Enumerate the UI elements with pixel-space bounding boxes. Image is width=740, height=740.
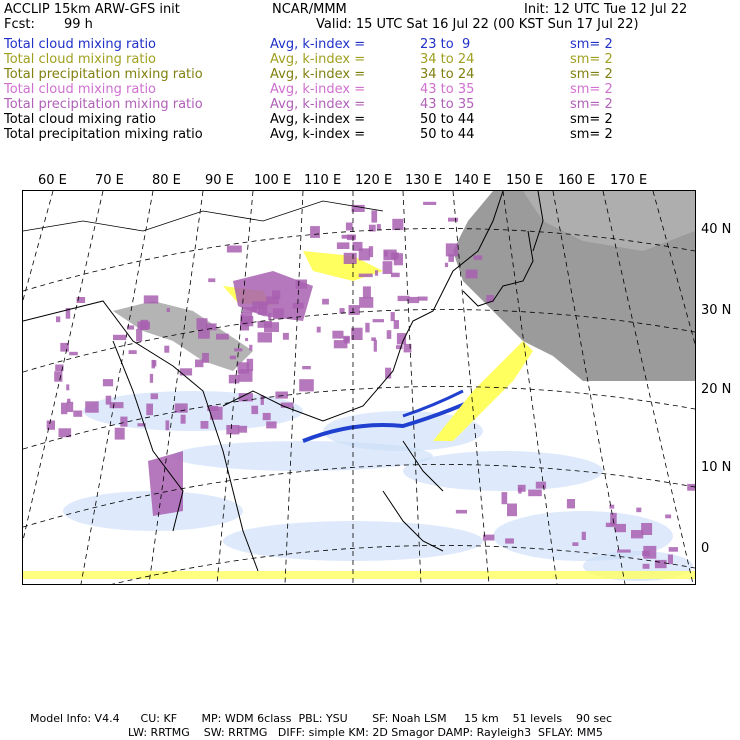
purple-precip-cell: [643, 564, 650, 569]
purple-precip-cell: [387, 330, 392, 339]
model-info-line2: LW: RRTMG SW: RRTMG DIFF: simple KM: 2D Smagor DAMP: Rayleigh3 SFLAY: MM5: [128, 726, 603, 739]
field-0-range: 23 to 9: [420, 37, 471, 52]
field-6-name: Total precipitation mixing ratio: [4, 127, 203, 142]
purple-precip-cell: [251, 406, 258, 414]
blue-cloud-streak: [403, 391, 463, 416]
purple-precip-cell: [56, 316, 60, 322]
purple-precip-cell: [359, 274, 373, 278]
purple-precip-cell: [234, 348, 242, 351]
purple-precip-cell: [144, 295, 159, 303]
purple-precip-cell: [47, 421, 55, 430]
purple-precip-cell: [365, 323, 369, 333]
purple-precip-cell: [349, 305, 360, 315]
purple-precip-cell: [384, 251, 388, 257]
purple-precip-cell: [375, 270, 378, 276]
lon-label: 60 E: [38, 173, 67, 188]
purple-precip-cell: [507, 504, 517, 517]
purple-precip-cell: [377, 224, 381, 229]
purple-precip-cell: [456, 510, 467, 514]
field-6-sm: sm= 2: [570, 127, 613, 142]
purple-precip-cell: [151, 393, 158, 399]
purple-precip-cell: [466, 270, 478, 279]
field-0-avg: Avg, k-index =: [270, 37, 366, 52]
purple-precip-cell: [152, 360, 156, 369]
purple-precip-cell: [346, 223, 353, 231]
purple-precip-cell: [409, 297, 420, 303]
purple-precip-cell: [115, 428, 125, 440]
purple-precip-cell: [418, 297, 428, 301]
field-4-avg: Avg, k-index =: [270, 97, 366, 112]
purple-precip-cell: [258, 321, 273, 328]
purple-precip-cell: [636, 508, 641, 513]
map-panel: [22, 190, 696, 585]
purple-precip-cell: [66, 384, 69, 390]
purple-precip-cell: [244, 316, 254, 326]
purple-precip-cell: [263, 413, 271, 420]
fcst-label: Fcst:: [4, 17, 35, 32]
purple-precip-cell: [247, 359, 253, 371]
valid-time: Valid: 15 UTC Sat 16 Jul 22 (00 KST Sun 17 Jul 22): [316, 17, 639, 32]
purple-precip-cell: [448, 218, 458, 222]
purple-precip-cell: [394, 320, 399, 329]
purple-precip-cell: [226, 425, 239, 434]
purple-precip-cell: [239, 369, 253, 382]
purple-precip-cell: [310, 226, 320, 238]
purple-precip-cell: [113, 335, 126, 340]
purple-precip-cell: [54, 371, 62, 381]
field-0-sm: sm= 2: [570, 37, 613, 52]
purple-precip-cell: [230, 356, 236, 360]
purple-precip-cell: [536, 482, 546, 489]
purple-precip-cell: [106, 396, 112, 405]
purple-precip-cell: [302, 366, 311, 369]
field-5-range: 50 to 44: [420, 112, 475, 127]
purple-precip-cell: [374, 340, 377, 352]
purple-precip-cell: [359, 297, 373, 308]
purple-precip-cell: [198, 330, 210, 339]
purple-precip-cell: [150, 374, 153, 383]
purple-precip-cell: [146, 404, 153, 416]
purple-precip-cell: [238, 426, 247, 433]
purple-precip-cell: [528, 490, 542, 497]
purple-precip-cell: [334, 340, 348, 348]
field-1-avg: Avg, k-index =: [270, 52, 366, 67]
purple-precip-cell: [371, 210, 377, 222]
field-2-avg: Avg, k-index =: [270, 67, 366, 82]
purple-precip-cell: [67, 402, 74, 412]
yellow-cloud-strip: [23, 571, 695, 579]
cloud-map: [23, 191, 695, 584]
lon-label: 140 E: [454, 173, 492, 188]
purple-precip-cell: [216, 334, 229, 340]
lon-label: 80 E: [152, 173, 181, 188]
purple-precip-cell: [317, 327, 321, 333]
purple-precip-cell: [73, 411, 82, 417]
field-4-sm: sm= 2: [570, 97, 613, 112]
purple-precip-cell: [332, 331, 343, 339]
purple-precip-cell: [180, 368, 192, 375]
field-3-avg: Avg, k-index =: [270, 82, 366, 97]
purple-precip-cell: [227, 246, 242, 253]
purple-precip-cell: [181, 415, 186, 424]
field-6-avg: Avg, k-index =: [270, 127, 366, 142]
field-4-range: 43 to 35: [420, 97, 475, 112]
lat-label: 20 N: [701, 382, 732, 397]
purple-precip-cell: [299, 379, 314, 391]
purple-precip-cell: [665, 515, 671, 519]
purple-precip-cell: [140, 320, 148, 330]
purple-precip-cell: [631, 530, 643, 538]
purple-precip-cell: [344, 253, 357, 264]
purple-precip-cell: [197, 318, 208, 330]
model-title: ACCLIP 15km ARW-GFS init: [4, 2, 180, 17]
lon-label: 170 E: [610, 173, 648, 188]
field-4-name: Total precipitation mixing ratio: [4, 97, 203, 112]
purple-precip-cell: [369, 246, 373, 257]
purple-precip-cell: [582, 532, 586, 540]
purple-precip-cell: [373, 319, 384, 322]
purple-precip-cell: [266, 421, 276, 428]
field-2-sm: sm= 2: [570, 67, 613, 82]
purple-precip-cell: [120, 417, 127, 427]
purple-precip-cell: [423, 202, 436, 205]
lon-label: 160 E: [558, 173, 596, 188]
purple-precip-cell: [167, 308, 170, 312]
purple-precip-cell: [103, 379, 113, 386]
field-5-sm: sm= 2: [570, 112, 613, 127]
lon-label: 120 E: [355, 173, 393, 188]
lat-label: 30 N: [701, 303, 732, 318]
lon-label: 100 E: [254, 173, 292, 188]
purple-precip-cell: [474, 255, 483, 259]
purple-precip-cell: [668, 555, 673, 565]
fcst-value: 99 h: [64, 17, 93, 32]
field-0-name: Total cloud mixing ratio: [4, 37, 157, 52]
field-1-range: 34 to 24: [420, 52, 475, 67]
purple-precip-cell: [687, 484, 695, 491]
purple-precip-cell: [445, 263, 448, 267]
purple-precip-cell: [448, 254, 454, 262]
purple-precip-cell: [505, 538, 514, 543]
purple-precip-cell: [363, 286, 371, 298]
purple-precip-cell: [175, 403, 188, 412]
purple-precip-cell: [371, 337, 376, 341]
longitude-gridline: [23, 191, 53, 584]
country-border: [23, 201, 383, 231]
field-6-range: 50 to 44: [420, 127, 475, 142]
purple-precip-cell: [85, 401, 99, 412]
lon-label: 70 E: [95, 173, 124, 188]
purple-precip-cell: [391, 312, 395, 321]
field-3-range: 43 to 35: [420, 82, 475, 97]
purple-precip-cell: [391, 252, 399, 259]
purple-precip-cell: [392, 219, 403, 230]
purple-precip-cell: [397, 333, 406, 344]
yellow-cloud-band: [433, 341, 533, 441]
field-2-name: Total precipitation mixing ratio: [4, 67, 203, 82]
purple-precip-cell: [136, 329, 142, 341]
init-time: Init: 12 UTC Tue 12 Jul 22: [524, 2, 688, 17]
purple-precip-cell: [283, 333, 289, 340]
purple-precip-cell: [249, 345, 252, 351]
purple-precip-cell: [669, 547, 678, 552]
purple-precip-cell: [275, 392, 288, 399]
field-3-name: Total cloud mixing ratio: [4, 82, 157, 97]
field-1-name: Total cloud mixing ratio: [4, 52, 157, 67]
purple-precip-cell: [337, 242, 350, 249]
purple-precip-cell: [391, 273, 400, 277]
lat-label: 10 N: [701, 460, 732, 475]
field-1-sm: sm= 2: [570, 52, 613, 67]
purple-precip-cell: [201, 421, 209, 429]
purple-precip-cell: [322, 299, 329, 305]
purple-precip-cell: [655, 560, 667, 568]
purple-precip-cell: [69, 352, 78, 356]
purple-precip-cell: [347, 235, 356, 241]
purple-precip-cell: [567, 499, 575, 508]
lon-label: 150 E: [506, 173, 544, 188]
light-blue-cloud: [403, 451, 603, 491]
purple-precip-cell: [642, 551, 650, 556]
purple-precip-cell: [110, 402, 124, 408]
purple-precip-cell: [164, 346, 169, 353]
purple-precip-cell: [258, 332, 273, 342]
field-2-range: 34 to 24: [420, 67, 475, 82]
purple-precip-cell: [208, 278, 215, 282]
lat-label: 40 N: [701, 222, 732, 237]
center-label: NCAR/MMM: [272, 2, 347, 17]
field-5-name: Total cloud mixing ratio: [4, 112, 157, 127]
purple-precip-cell: [518, 488, 521, 494]
purple-precip-cell: [166, 420, 170, 430]
purple-precip-cell: [383, 261, 393, 274]
purple-precip-cell: [572, 542, 578, 546]
field-5-avg: Avg, k-index =: [270, 112, 366, 127]
lon-label: 110 E: [304, 173, 342, 188]
lon-label: 130 E: [405, 173, 443, 188]
purple-precip-cell: [609, 505, 614, 509]
purple-precip-cell: [245, 338, 248, 341]
lat-label: 0: [701, 541, 710, 556]
purple-precip-cell: [61, 403, 67, 415]
purple-precip-cell: [229, 375, 240, 384]
purple-precip-cell: [502, 492, 508, 504]
purple-precip-cell: [606, 523, 615, 527]
lon-label: 90 E: [205, 173, 234, 188]
purple-precip-cell: [359, 248, 370, 260]
purple-precip-cell: [129, 350, 137, 354]
purple-precip-cell: [195, 360, 203, 368]
model-info-line1: Model Info: V4.4 CU: KF MP: WDM 6class PBL: YSU SF: Noah LSM 15 km 51 levels 90 sec: [30, 712, 613, 725]
field-3-sm: sm= 2: [570, 82, 613, 97]
